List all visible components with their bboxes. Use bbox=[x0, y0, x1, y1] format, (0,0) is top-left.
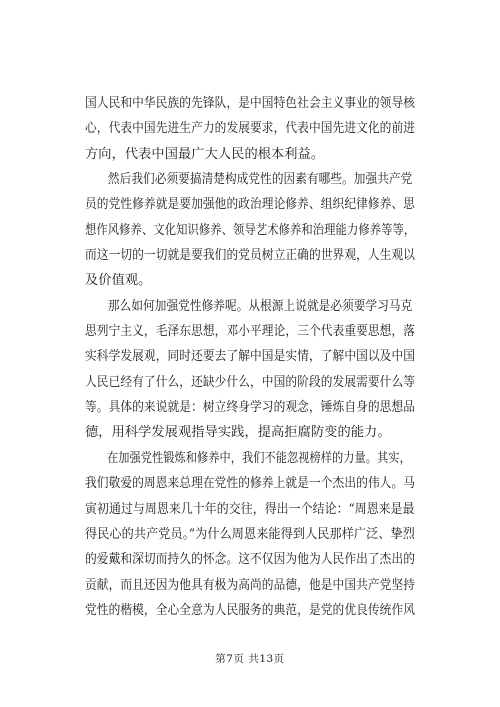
text-line: 的爱戴和深切而持久的怀念。这不仅因为他为人民作出了杰出的 bbox=[85, 552, 416, 568]
text-line: 贡献，而且还因为他具有极为高尚的品德，他是中国共产党坚持 bbox=[85, 577, 416, 593]
paragraph-first-line: 然后我们必须要搞清楚构成党性的因素有哪些。加强共产党 bbox=[107, 172, 413, 188]
text-line: 而这一切的一切就是要我们的党员树立正确的世界观，人生观以 bbox=[85, 248, 416, 264]
text-line: 心，代表中国先进生产力的发展要求，代表中国先进文化的前进 bbox=[85, 121, 416, 137]
text-line: 人民已经有了什么，还缺少什么，中国的阶段的发展需要什么等 bbox=[85, 374, 416, 390]
text-line: 国人民和中华民族的先锋队，是中国特色社会主义事业的领导核 bbox=[85, 96, 416, 111]
paragraph-first-line: 那么如何加强党性修养呢。从根源上说就是必须要学习马克 bbox=[107, 298, 413, 314]
body-text bbox=[85, 91, 415, 623]
text-line: 员的党性修养就是要加强他的政治理论修养、组织纪律修养、思 bbox=[85, 197, 416, 213]
text-line: 思列宁主义，毛泽东思想，邓小平理论，三个代表重要思想，落 bbox=[85, 324, 416, 340]
text-line: 我们敬爱的周恩来总理在党性的修养上就是一个杰出的伟人。马 bbox=[85, 476, 416, 492]
text-line: 想作风修养、文化知识修养、领导艺术修养和治理能力修养等等， bbox=[85, 222, 416, 238]
text-line: 实科学发展观，同时还要去了解中国是实情，了解中国以及中国 bbox=[85, 349, 416, 365]
text-line: 及价值观。 bbox=[85, 273, 152, 289]
text-line: 等。具体的来说就是：树立终身学习的观念，锤炼自身的思想品 bbox=[85, 400, 416, 416]
text-line: 德，用科学发展观指导实践，提高拒腐防变的能力。 bbox=[85, 425, 391, 441]
text-line: 党性的楷模，全心全意为人民服务的典范，是党的优良传统作风 bbox=[85, 602, 416, 618]
text-line: 方向，代表中国最广大人民的根本利益。 bbox=[85, 146, 325, 162]
page-number-footer: 第7页 共13页 bbox=[215, 653, 285, 665]
text-line: 得民心的共产党员。”为什么周恩来能得到人民那样广泛、挚烈 bbox=[85, 526, 416, 542]
paragraph-first-line: 在加强党性锻炼和修养中，我们不能忽视榜样的力量。其实， bbox=[107, 450, 411, 466]
text-line: 寅初通过与周恩来几十年的交往，得出一个结论：“周恩来是最 bbox=[85, 501, 415, 517]
